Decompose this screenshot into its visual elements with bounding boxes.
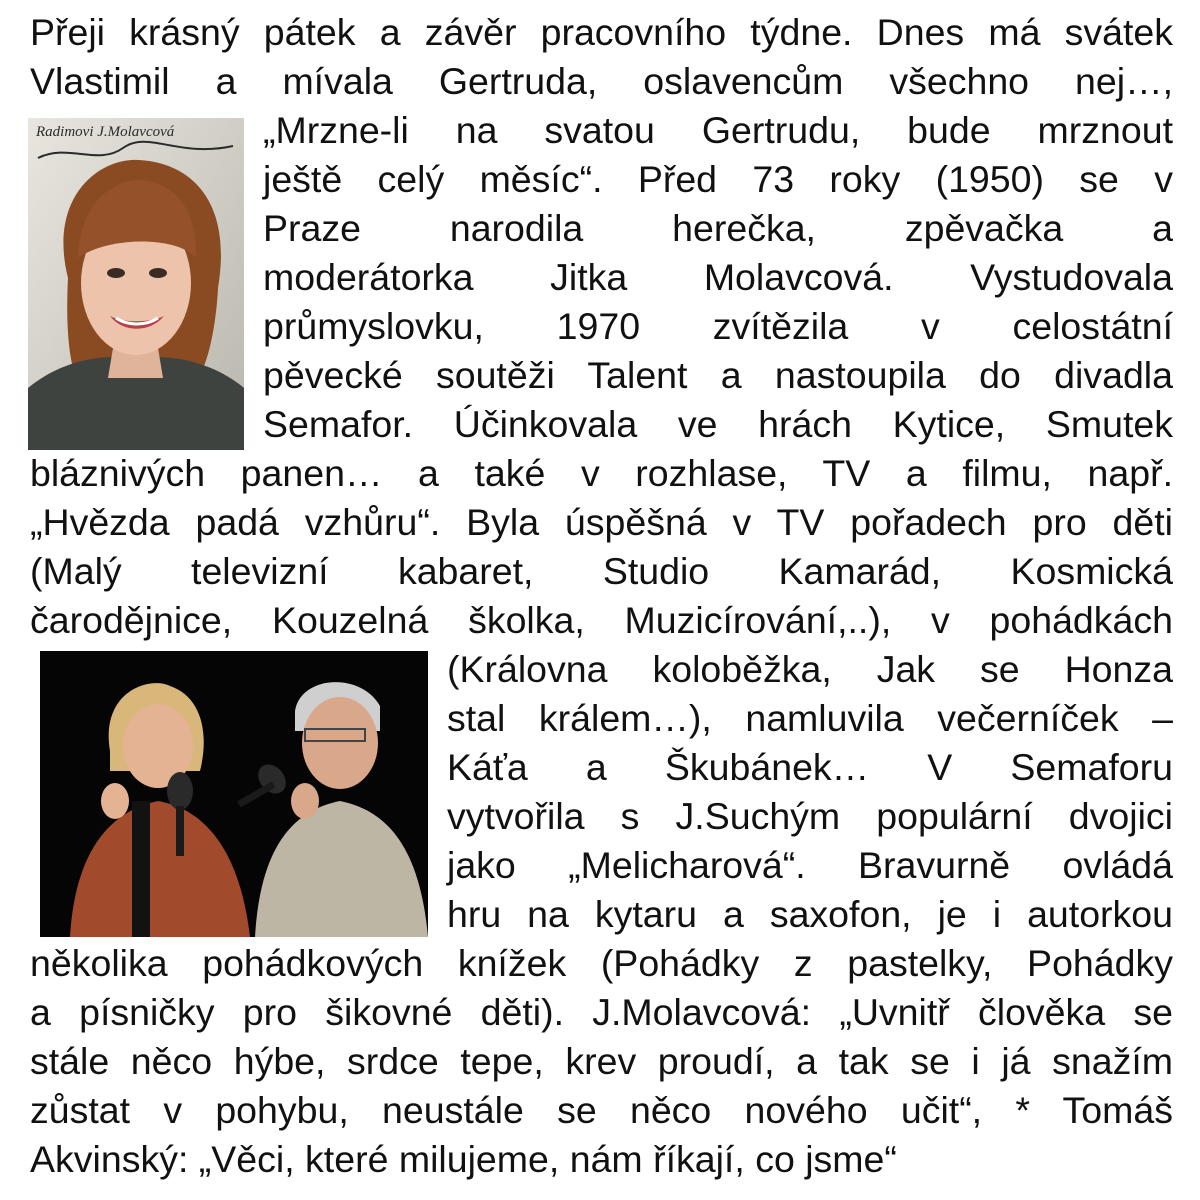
autograph-signature: Radimovi J.Molavcová (36, 124, 175, 140)
stage-image (40, 651, 428, 937)
text-line-2: Vlastimil a mívala Gertruda, oslavencům všechno nej…, (30, 60, 1173, 102)
right-eye (149, 268, 167, 278)
text-line-17: vytvořila s J.Suchým populární dvojici (447, 795, 1173, 837)
text-line-13: čarodějnice, Kouzelná školka, Muzicírování,..), v pohádkách (30, 599, 1173, 641)
text-line-22: stále něco hýbe, srdce tepe, krev proudí, a tak se i já snažím (30, 1040, 1173, 1082)
text-line-4: ještě celý měsíc“. Před 73 roky (1950) se v (263, 158, 1173, 200)
text-line-7: průmyslovku, 1970 zvítězila v celostátní (263, 305, 1173, 347)
text-line-6: moderátorka Jitka Molavcová. Vystudovala (263, 256, 1173, 298)
woman-hand (101, 783, 129, 819)
microphone-left (167, 772, 193, 810)
text-line-10: bláznivých panen… a také v rozhlase, TV a filmu, např. (30, 452, 1173, 494)
text-line-24: Akvinský: „Věci, které milujeme, nám říkají, co jsme“ (30, 1138, 897, 1180)
guitar-strap (132, 801, 150, 937)
text-line-16: Káťa a Škubánek… V Semaforu (447, 746, 1173, 788)
text-line-15: stal králem…), namluvila večerníček – (447, 697, 1173, 739)
text-line-23: zůstat v pohybu, neustále se něco nového učit“, * Tomáš (30, 1089, 1173, 1131)
text-line-12: (Malý televizní kabaret, Studio Kamarád, Kosmická (30, 550, 1173, 592)
portrait-photo (28, 118, 244, 450)
text-line-3: „Mrzne-li na svatou Gertrudu, bude mrznout (263, 109, 1173, 151)
text-line-14: (Královna koloběžka, Jak se Honza (447, 648, 1173, 690)
text-line-1: Přeji krásný pátek a závěr pracovního týdne. Dnes má svátek (30, 11, 1173, 53)
microphone-left-handle (176, 806, 184, 856)
text-line-20: několika pohádkových knížek (Pohádky z pastelky, Pohádky (30, 942, 1173, 984)
man-face (302, 697, 378, 789)
left-eye (107, 268, 125, 278)
text-line-5: Praze narodila herečka, zpěvačka a (263, 207, 1173, 249)
text-line-11: „Hvězda padá vzhůru“. Byla úspěšná v TV pořadech pro děti (30, 501, 1173, 543)
stage-photo (40, 651, 428, 937)
portrait-image (28, 118, 244, 450)
text-line-8: pěvecké soutěži Talent a nastoupila do divadla (263, 354, 1173, 396)
man-hand (291, 783, 319, 819)
text-line-9: Semafor. Účinkovala ve hrách Kytice, Smutek (263, 403, 1173, 445)
text-line-19: hru na kytaru a saxofon, je i autorkou (447, 893, 1173, 935)
text-line-21: a písničky pro šikovné děti). J.Molavcová: „Uvnitř člověka se (30, 991, 1173, 1033)
text-line-18: jako „Melicharová“. Bravurně ovládá (447, 844, 1173, 886)
